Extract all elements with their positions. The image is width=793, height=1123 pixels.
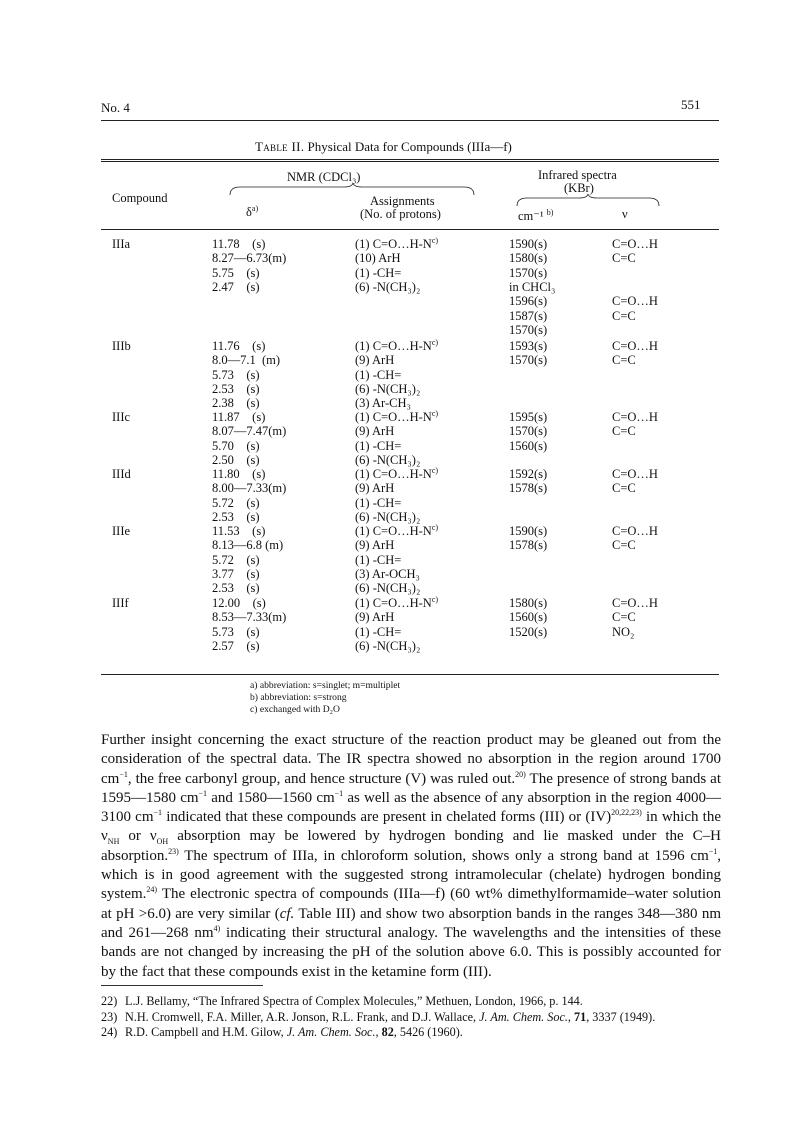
nmr-assignment-row [355, 524, 438, 538]
nmr-shift: 11.76 (s) [212, 339, 266, 353]
nmr-assignment: (6) -N(CH₃)₂ [355, 382, 421, 397]
nmr-assignment: (6) -N(CH₃)₂ [355, 280, 421, 295]
nmr-assignment-row [355, 410, 438, 424]
nmr-shift: 5.73 (s) [212, 367, 260, 382]
ir-assignment: C=O…H [612, 467, 658, 481]
assignment-footnote-mark: c) [431, 408, 439, 418]
table-footnote-b: b) abbreviation: s=strong [250, 692, 347, 703]
nmr-shift: 8.0—7.1 (m) [212, 353, 281, 368]
table-top-rule-2 [101, 161, 719, 162]
ir-assignment: C=C [612, 424, 636, 439]
ir-band: in CHCl₃ [509, 280, 556, 295]
ir-assignment: C=C [612, 481, 636, 496]
nmr-shift: 2.38 (s) [212, 396, 260, 411]
table-caption [255, 139, 512, 155]
nmr-shift: 2.53 (s) [212, 510, 260, 525]
compound-name: IIIb [112, 339, 131, 353]
nmr-shift: 2.47 (s) [212, 280, 260, 295]
ir-assignment: C=O…H [612, 410, 658, 424]
nmr-assignment: (1) -CH= [355, 265, 402, 280]
nmr-assignment: (1) -CH= [355, 552, 402, 567]
header-assign-2: (No. of protons) [360, 207, 441, 221]
ir-band: 1578(s) [509, 481, 548, 496]
nmr-assignment: (6) -N(CH₃)₂ [355, 510, 421, 525]
nmr-assignment: (10) ArH [355, 251, 401, 266]
ir-assignment: C=O…H [612, 294, 658, 309]
ir-band: 1593(s) [509, 339, 548, 353]
page-number: 551 [681, 97, 701, 112]
nmr-shift: 2.57 (s) [212, 639, 260, 654]
nmr-assignment: (6) -N(CH₃)₂ [355, 639, 421, 654]
table-bottom-rule [101, 674, 719, 675]
compound-name: IIIc [112, 410, 131, 424]
nmr-shift: 11.78 (s) [212, 237, 266, 251]
nmr-assignment: (1) C=O…H-N [355, 467, 432, 481]
nmr-shift: 12.00 (s) [212, 596, 266, 610]
table-caption-label: Table II. [255, 139, 305, 154]
nmr-shift: 8.13—6.8 (m) [212, 538, 284, 553]
ir-assignment: NO₂ [612, 624, 635, 639]
nmr-assignment: (1) -CH= [355, 624, 402, 639]
nmr-shift: 8.07—7.47(m) [212, 424, 287, 439]
header-ir-2: (KBr) [564, 181, 594, 195]
nmr-assignment-row [355, 339, 438, 353]
nmr-assignment: (1) C=O…H-N [355, 237, 432, 251]
compound-name: IIIa [112, 237, 131, 251]
header-ir-1: Infrared spectra [538, 168, 617, 182]
header-assign-1: Assignments [370, 194, 435, 208]
header-compound: Compound [112, 191, 168, 205]
nmr-assignment: (1) C=O…H-N [355, 410, 432, 424]
nmr-shift: 5.72 (s) [212, 552, 260, 567]
table-top-rule [101, 159, 719, 160]
ir-assignment: C=O…H [612, 524, 658, 538]
header-delta: $\delta^{a)}$ [246, 203, 259, 219]
footnote-rule [101, 985, 263, 986]
nmr-assignment: (1) -CH= [355, 495, 402, 510]
compound-name: IIId [112, 467, 131, 481]
nmr-assignment: (1) C=O…H-N [355, 596, 432, 610]
ir-band: 1570(s) [509, 353, 548, 368]
reference-24: 24) R.D. Campbell and H.M. Gilow, J. Am. Chem. Soc., 82, 5426 (1960). [101, 1025, 463, 1039]
header-rule [101, 120, 719, 121]
table-caption-title: Physical Data for Compounds (IIIa—f) [307, 139, 512, 154]
nmr-assignment: (1) C=O…H-N [355, 339, 432, 353]
ir-band: 1595(s) [509, 410, 548, 424]
ir-band: 1578(s) [509, 538, 548, 553]
assignment-footnote-mark: c) [431, 594, 439, 604]
nmr-shift: 3.77 (s) [212, 567, 260, 582]
header-cm: cm⁻¹ $^{b)}$ [518, 207, 554, 223]
nmr-assignment: (9) ArH [355, 610, 395, 625]
nmr-assignment: (9) ArH [355, 353, 395, 368]
ir-assignment: C=C [612, 353, 636, 368]
nmr-assignment: (9) ArH [355, 538, 395, 553]
paragraph-text: Further insight concerning the exact structure of the reaction product may be gleaned out from the consideration of the spectral data. The IR spectra showed no absorption in the region around 1700 $cm^{-1}$, the free carbonyl group, and hence structure (V) was ruled out.$^{20)}$ The presence of strong bands at 1595—1580 $cm^{-1}$ and 1580—1560 $cm^{-1}$ as well as the absence of any absorption in the region 4000—3100 $cm^{-1}$ indicated that these compounds are present in chelated forms (III) or (IV)$^{20,22,23)}$ in which the $\nu_{NH}$ or $\nu_{OH}$ absorption may be lowered by hydrogen bonding and lie masked under the C–H absorption.$^{23)}$ The spectrum of IIIa, in chloroform solution, shows only a strong band at 1596 $cm^{-1}$, which is in good agreement with the suggested strong intramolecular (chelate) hydrogen bonding system.$^{24)}$ The electronic spectra of compounds (IIIa—f) (60 wt% dimethylformamide–water solution at pH >6.0) are very similar (cf. Table III) and show two absorption bands in the ranges 348—380 nm and 261—268 $nm^{4)}$ indicating their structural analogy. The wavelengths and the intensities of these bands are not changed by increasing the pH of the solution above 6.0. This is possibly accounted for by the fact that these compounds exist in the ketamine form (III). [101, 732, 722, 980]
nmr-assignment: (3) Ar-CH₃ [355, 396, 411, 411]
assignment-footnote-mark: c) [431, 522, 439, 532]
nmr-shift: 8.27—6.73(m) [212, 251, 287, 266]
assignment-footnote-mark: c) [431, 465, 439, 475]
nmr-assignment: (6) -N(CH₃)₂ [355, 581, 421, 596]
table-header-rule [101, 229, 719, 230]
nmr-assignment: (9) ArH [355, 424, 395, 439]
header-nu: ν [622, 207, 628, 221]
nmr-assignment: (9) ArH [355, 481, 395, 496]
nmr-assignment: (3) Ar-OCH₃ [355, 567, 420, 582]
ir-band: 1587(s) [509, 308, 548, 323]
nmr-assignment-row [355, 467, 438, 481]
nmr-shift: 2.50 (s) [212, 453, 260, 468]
header-nmr: NMR (CDCl₃) [287, 170, 361, 184]
running-head-left: No. 4 [101, 100, 130, 115]
ir-band: 1560(s) [509, 610, 548, 625]
reference-22: 22) L.J. Bellamy, “The Infrared Spectra of Complex Molecules,” Methuen, London, 1966, p. 144. [101, 994, 583, 1008]
nmr-assignment: (6) -N(CH₃)₂ [355, 453, 421, 468]
nmr-brace [228, 183, 478, 197]
nmr-shift: 5.72 (s) [212, 495, 260, 510]
ir-band: 1580(s) [509, 596, 548, 610]
nmr-shift: 5.70 (s) [212, 438, 260, 453]
ir-band: 1570(s) [509, 323, 548, 338]
nmr-shift: 8.53—7.33(m) [212, 610, 287, 625]
compound-name: IIIf [112, 596, 129, 610]
ir-assignment: C=O…H [612, 339, 658, 353]
ir-band: 1560(s) [509, 438, 548, 453]
ir-assignment: C=C [612, 308, 636, 323]
nmr-shift: 11.53 (s) [212, 524, 266, 538]
nmr-shift: 2.53 (s) [212, 382, 260, 397]
ir-assignment: C=O…H [612, 237, 658, 251]
nmr-shift: 2.53 (s) [212, 581, 260, 596]
ir-assignment: C=C [612, 538, 636, 553]
assignment-footnote-mark: c) [431, 337, 439, 347]
ir-band: 1520(s) [509, 624, 548, 639]
assignment-footnote-mark: c) [431, 235, 439, 245]
ir-band: 1570(s) [509, 265, 548, 280]
ir-band: 1596(s) [509, 294, 548, 309]
references [101, 994, 723, 1041]
ir-brace [515, 194, 665, 208]
compound-name: IIIe [112, 524, 131, 538]
ir-band: 1592(s) [509, 467, 548, 481]
nmr-shift: 11.80 (s) [212, 467, 266, 481]
ir-band: 1570(s) [509, 424, 548, 439]
nmr-assignment: (1) -CH= [355, 438, 402, 453]
nmr-shift: 5.75 (s) [212, 265, 260, 280]
table-footnote-c: c) exchanged with D₂O [250, 704, 340, 715]
ir-assignment: C=C [612, 251, 636, 266]
reference-23: 23) N.H. Cromwell, F.A. Miller, A.R. Jonson, R.L. Frank, and D.J. Wallace, J. Am. Chem. Soc., 71, 3337 (1949). [101, 1009, 656, 1024]
ir-band: 1590(s) [509, 237, 548, 251]
nmr-assignment-row [355, 596, 438, 610]
nmr-assignment: (1) C=O…H-N [355, 524, 432, 538]
nmr-assignment: (1) -CH= [355, 367, 402, 382]
ir-assignment: C=O…H [612, 596, 658, 610]
ir-band: 1580(s) [509, 251, 548, 266]
nmr-shift: 8.00—7.33(m) [212, 481, 287, 496]
nmr-shift: 11.87 (s) [212, 410, 266, 424]
ir-assignment: C=C [612, 610, 636, 625]
body-paragraph [101, 731, 721, 982]
table-footnote-a: a) abbreviation: s=singlet; m=multiplet [250, 680, 401, 691]
nmr-assignment-row [355, 237, 438, 251]
nmr-shift: 5.73 (s) [212, 624, 260, 639]
ir-band: 1590(s) [509, 524, 548, 538]
